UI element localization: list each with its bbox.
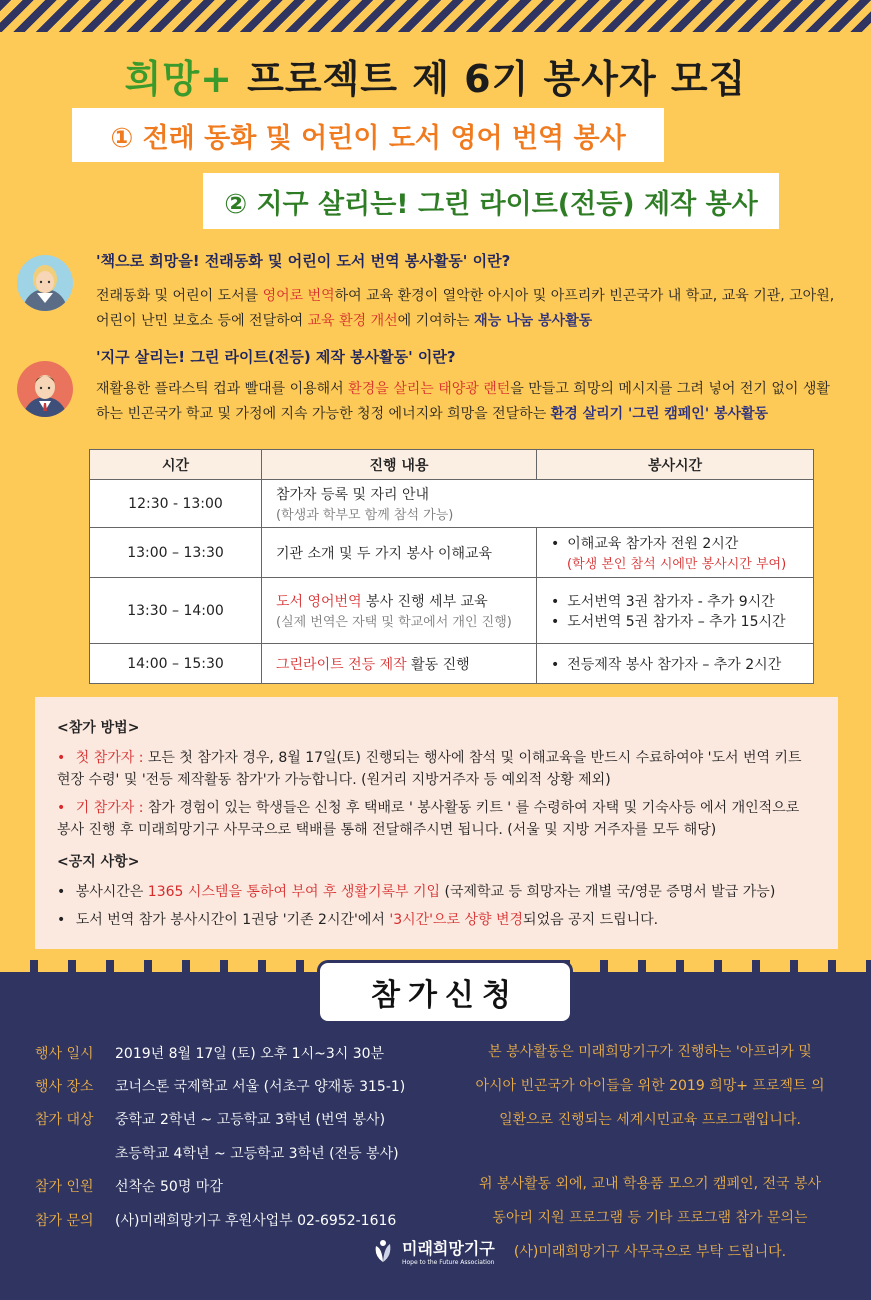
leaf-logo-icon [370,1238,396,1264]
event-row: 참가 대상 중학교 2학년 ~ 고등학교 3학년 (번역 봉사) [35,1112,386,1128]
apply-section [0,960,871,1300]
title-highlight: 희망+ [124,57,233,101]
column-header: 진행 내용 [262,450,537,480]
notice-item: • 도서 번역 참가 봉사시간이 1권당 '기존 2시간'에서 '3시간'으로 상향 변경되었음 공지 드립니다. [57,909,816,931]
table-row [90,644,814,684]
time-cell: 14:00 – 15:30 [90,644,262,684]
man-avatar-icon [17,361,73,417]
content-cell: 그린라이트 전등 제작 활동 진행 [262,644,537,684]
participation-info-box [35,697,838,949]
page-title [0,48,871,103]
event-row: 초등학교 4학년 ~ 고등학교 3학년 (전등 봉사) [115,1146,399,1162]
table-header-row [90,450,814,480]
event-row: 참가 문의 (사)미래희망기구 후원사업부 02-6952-1616 [35,1213,397,1229]
notice-item: • 봉사시간은 1365 시스템을 통하여 부여 후 생활기록부 기입 (국제학교 등 희망자는 개별 국/영문 증명서 발급 가능) [57,881,816,903]
table-row [90,480,814,528]
organization-logo [370,1236,495,1266]
hours-cell: • 도서번역 3권 참가자 - 추가 9시간 • 도서번역 5권 참가자 – 추가 15시간 [537,578,814,644]
event-row: 행사 장소 코너스톤 국제학교 서울 (서초구 양재동 315-1) [35,1079,406,1095]
top-stripe-band [0,0,871,32]
table-row [90,578,814,644]
schedule-table [89,449,814,684]
intro-heading-translation: '책으로 희망을! 전래동화 및 어린이 도서 번역 봉사활동' 이란? [96,252,511,270]
column-header: 시간 [90,450,262,480]
event-row: 행사 일시 2019년 8월 17일 (토) 오후 1시~3시 30분 [35,1046,385,1062]
apply-title: 참가신청 [320,963,570,1021]
intro-heading-greenlight: '지구 살리는! 그린 라이트(전등) 제작 봉사활동' 이란? [96,348,456,366]
logo-tagline: Hope to the Future Association [402,1259,495,1266]
time-cell: 12:30 - 13:00 [90,480,262,528]
woman-avatar-icon [17,255,73,311]
hours-cell: • 이해교육 참가자 전원 2시간 (학생 본인 참석 시에만 봉사시간 부여) [537,528,814,578]
table-row [90,528,814,578]
intro-text-greenlight: 재활용한 플라스틱 컵과 빨대를 이용해서 환경을 살리는 태양광 랜턴을 만들고 희망의 메시지를 그려 넣어 전기 없이 생활하는 빈곤국가 학교 및 가정에 지속 가능한 청정 에너지와 희망을 전달하는 환경 살리기 '그린 캠페인' 봉사활동 [96,381,830,422]
column-header: 봉사시간 [537,450,814,480]
returning-participant-note: • 기 참가자 : 참가 경험이 있는 학생들은 신청 후 택배로 ' 봉사활동 키트 ' 를 수령하여 자택 및 기숙사등 에서 개인적으로 봉사 진행 후 미래희망기구 사무국으로 택배를 통해 전달해주시면 됩니다. (서울 및 지방 거주자를 모두 해당) [57,797,816,841]
content-cell: 참가자 등록 및 자리 안내 (학생과 학부모 함께 참석 가능) [262,480,814,528]
first-participant-note: • 첫 참가자 : 모든 첫 참가자 경우, 8월 17일(토) 진행되는 행사에 참석 및 이해교육을 반드시 수료하여야 '도서 번역 키트 현장 수령' 및 '전등 제작활동 참가'가 가능합니다. (원거리 지방거주자 등 예외적 상황 제외) [57,747,816,791]
program-message: 본 봉사활동은 미래희망기구가 진행하는 '아프리카 및 아시아 빈곤국가 아이들을 위한 2019 희망+ 프로젝트 의 일환으로 진행되는 세계시민교육 프로그램입니다. [475,1044,825,1128]
logo-name: 미래희망기구 [402,1239,495,1258]
content-cell: 도서 영어번역 봉사 진행 세부 교육 (실제 번역은 자택 및 학교에서 개인 진행) [262,578,537,644]
program-box-translation: ① 전래 동화 및 어린이 도서 영어 번역 봉사 [72,108,664,162]
notice-heading: <공지 사항> [57,854,140,870]
inquiry-message: 위 봉사활동 외에, 교내 학용품 모으기 캠페인, 전국 봉사 동아리 지원 프로그램 등 기타 프로그램 참가 문의는 (사)미래희망기구 사무국으로 부탁 드립니다. [478,1176,822,1260]
intro-text-translation: 전래동화 및 어린이 도서를 영어로 번역하여 교육 환경이 열악한 아시아 및 아프리카 빈곤국가 내 학교, 교육 기관, 고아원, 어린이 난민 보호소 등에 전달하여 교육 환경 개선에 기여하는 재능 나눔 봉사활동 [96,288,835,329]
method-heading: <참가 방법> [57,720,140,736]
time-cell: 13:30 – 14:00 [90,578,262,644]
content-cell: 기관 소개 및 두 가지 봉사 이해교육 [262,528,537,578]
hours-cell: • 전등제작 봉사 참가자 – 추가 2시간 [537,644,814,684]
title-text: 프로젝트 제 6기 봉사자 모집 [247,57,747,101]
program-box-greenlight: ② 지구 살리는! 그린 라이트(전등) 제작 봉사 [203,173,779,229]
time-cell: 13:00 – 13:30 [90,528,262,578]
event-row: 참가 인원 선착순 50명 마감 [35,1179,223,1195]
